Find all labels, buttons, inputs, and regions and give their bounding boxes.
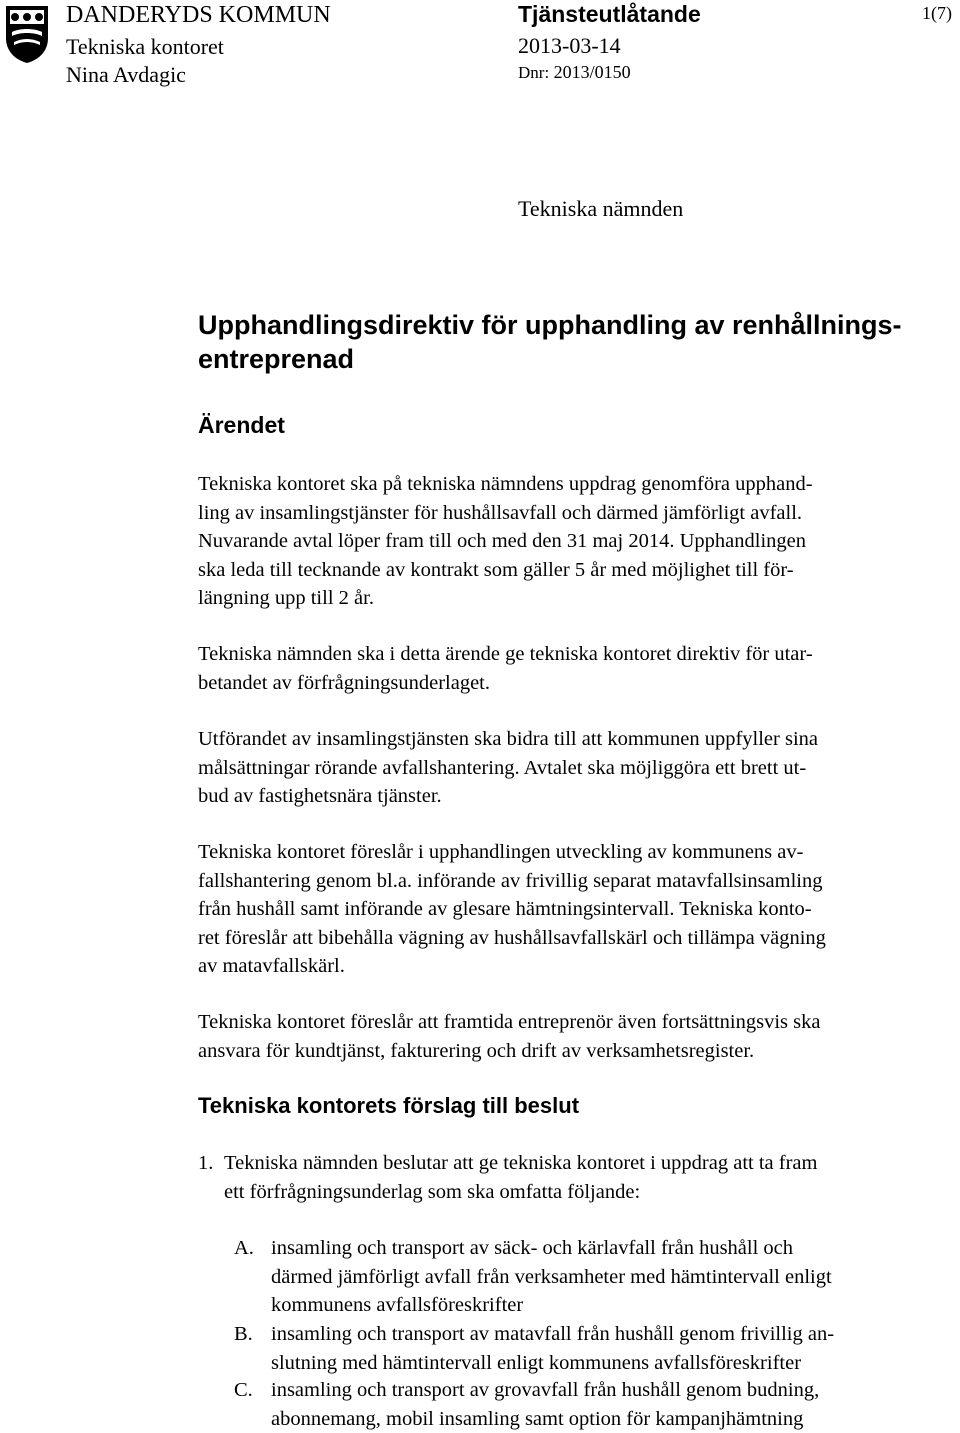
list-item-line: kommunens avfallsföreskrifter bbox=[271, 1291, 832, 1320]
paragraph-line: Utförandet av insamlingstjänsten ska bidra till att kommunen uppfyller sina bbox=[198, 725, 958, 754]
paragraph bbox=[198, 838, 958, 981]
document-title-line: entreprenad bbox=[198, 342, 948, 376]
paragraph-line: längning upp till 2 år. bbox=[198, 584, 958, 613]
section-heading-forslag: Tekniska kontorets förslag till beslut bbox=[198, 1092, 579, 1120]
document-type: Tjänsteutlåtande bbox=[518, 0, 701, 28]
registration-number-label: Dnr: bbox=[518, 63, 549, 82]
list-item-line: insamling och transport av matavfall från hushåll genom frivillig an- bbox=[271, 1320, 834, 1349]
sub-list-item-c bbox=[271, 1376, 819, 1433]
registration-number-value: 2013/0150 bbox=[554, 62, 631, 82]
paragraph-line: betandet av förfrågningsunderlaget. bbox=[198, 669, 958, 698]
list-item-line: slutning med hämtintervall enligt kommunens avfallsföreskrifter bbox=[271, 1349, 834, 1378]
paragraph bbox=[198, 725, 958, 811]
list-item-line: abonnemang, mobil insamling samt option för kampanjhämtning bbox=[271, 1405, 819, 1433]
document-date: 2013-03-14 bbox=[518, 33, 621, 59]
paragraph-line: Tekniska kontoret föreslår att framtida entreprenör även fortsättningsvis ska bbox=[198, 1008, 958, 1037]
list-item-line: därmed jämförligt avfall från verksamheter med hämtintervall enligt bbox=[271, 1263, 832, 1292]
list-item-line: ett förfrågningsunderlag som ska omfatta följande: bbox=[224, 1178, 817, 1207]
section-heading-arendet: Ärendet bbox=[198, 410, 285, 440]
sub-list-item-b bbox=[271, 1320, 834, 1377]
paragraph-line: ska leda till tecknande av kontrakt som gäller 5 år med möjlighet till för- bbox=[198, 556, 958, 585]
list-item-line: insamling och transport av grovavfall från hushåll genom budning, bbox=[271, 1376, 819, 1405]
recipient: Tekniska nämnden bbox=[518, 195, 683, 223]
sub-list-item-a bbox=[271, 1234, 832, 1320]
list-item-1 bbox=[224, 1149, 817, 1206]
paragraph bbox=[198, 640, 958, 697]
paragraph-line: ansvara för kundtjänst, fakturering och drift av verksamhetsregister. bbox=[198, 1037, 958, 1066]
paragraph bbox=[198, 1008, 958, 1065]
paragraph-line: från hushåll samt införande av glesare hämtningsintervall. Tekniska konto- bbox=[198, 895, 958, 924]
list-item-line: Tekniska nämnden beslutar att ge tekniska kontoret i uppdrag att ta fram bbox=[224, 1149, 817, 1178]
document-title bbox=[198, 308, 948, 376]
paragraph-line: Tekniska nämnden ska i detta ärende ge tekniska kontoret direktiv för utar- bbox=[198, 640, 958, 669]
registration-number bbox=[518, 61, 631, 84]
page-number: 1(7) bbox=[922, 0, 952, 26]
author-name: Nina Avdagic bbox=[66, 62, 186, 88]
paragraph-line: målsättningar rörande avfallshantering. Avtalet ska möjliggöra ett brett ut- bbox=[198, 754, 958, 783]
document-title-line: Upphandlingsdirektiv för upphandling av renhållnings- bbox=[198, 308, 948, 342]
municipality-coat-of-arms-logo bbox=[4, 4, 50, 64]
paragraph-line: ret föreslår att bibehålla vägning av hushållsavfallskärl och tillämpa vägning bbox=[198, 924, 958, 953]
office-name: Tekniska kontoret bbox=[66, 34, 224, 60]
paragraph bbox=[198, 470, 958, 613]
list-item-line: insamling och transport av säck- och kärlavfall från hushåll och bbox=[271, 1234, 832, 1263]
organization-name: DANDERYDS KOMMUN bbox=[66, 0, 331, 30]
paragraph-line: Tekniska kontoret föreslår i upphandlingen utveckling av kommunens av- bbox=[198, 838, 958, 867]
sub-list-marker: B. bbox=[234, 1320, 253, 1349]
paragraph-line: Nuvarande avtal löper fram till och med den 31 maj 2014. Upphandlingen bbox=[198, 527, 958, 556]
sub-list-marker: A. bbox=[234, 1234, 254, 1263]
sub-list-marker: C. bbox=[234, 1376, 253, 1405]
paragraph-line: fallshantering genom bl.a. införande av frivillig separat matavfallsinsamling bbox=[198, 867, 958, 896]
paragraph-line: ling av insamlingstjänster för hushållsavfall och därmed jämförligt avfall. bbox=[198, 499, 958, 528]
list-marker: 1. bbox=[198, 1149, 213, 1178]
paragraph-line: Tekniska kontoret ska på tekniska nämndens uppdrag genomföra upphand- bbox=[198, 470, 958, 499]
paragraph-line: av matavfallskärl. bbox=[198, 952, 958, 981]
paragraph-line: bud av fastighetsnära tjänster. bbox=[198, 782, 958, 811]
